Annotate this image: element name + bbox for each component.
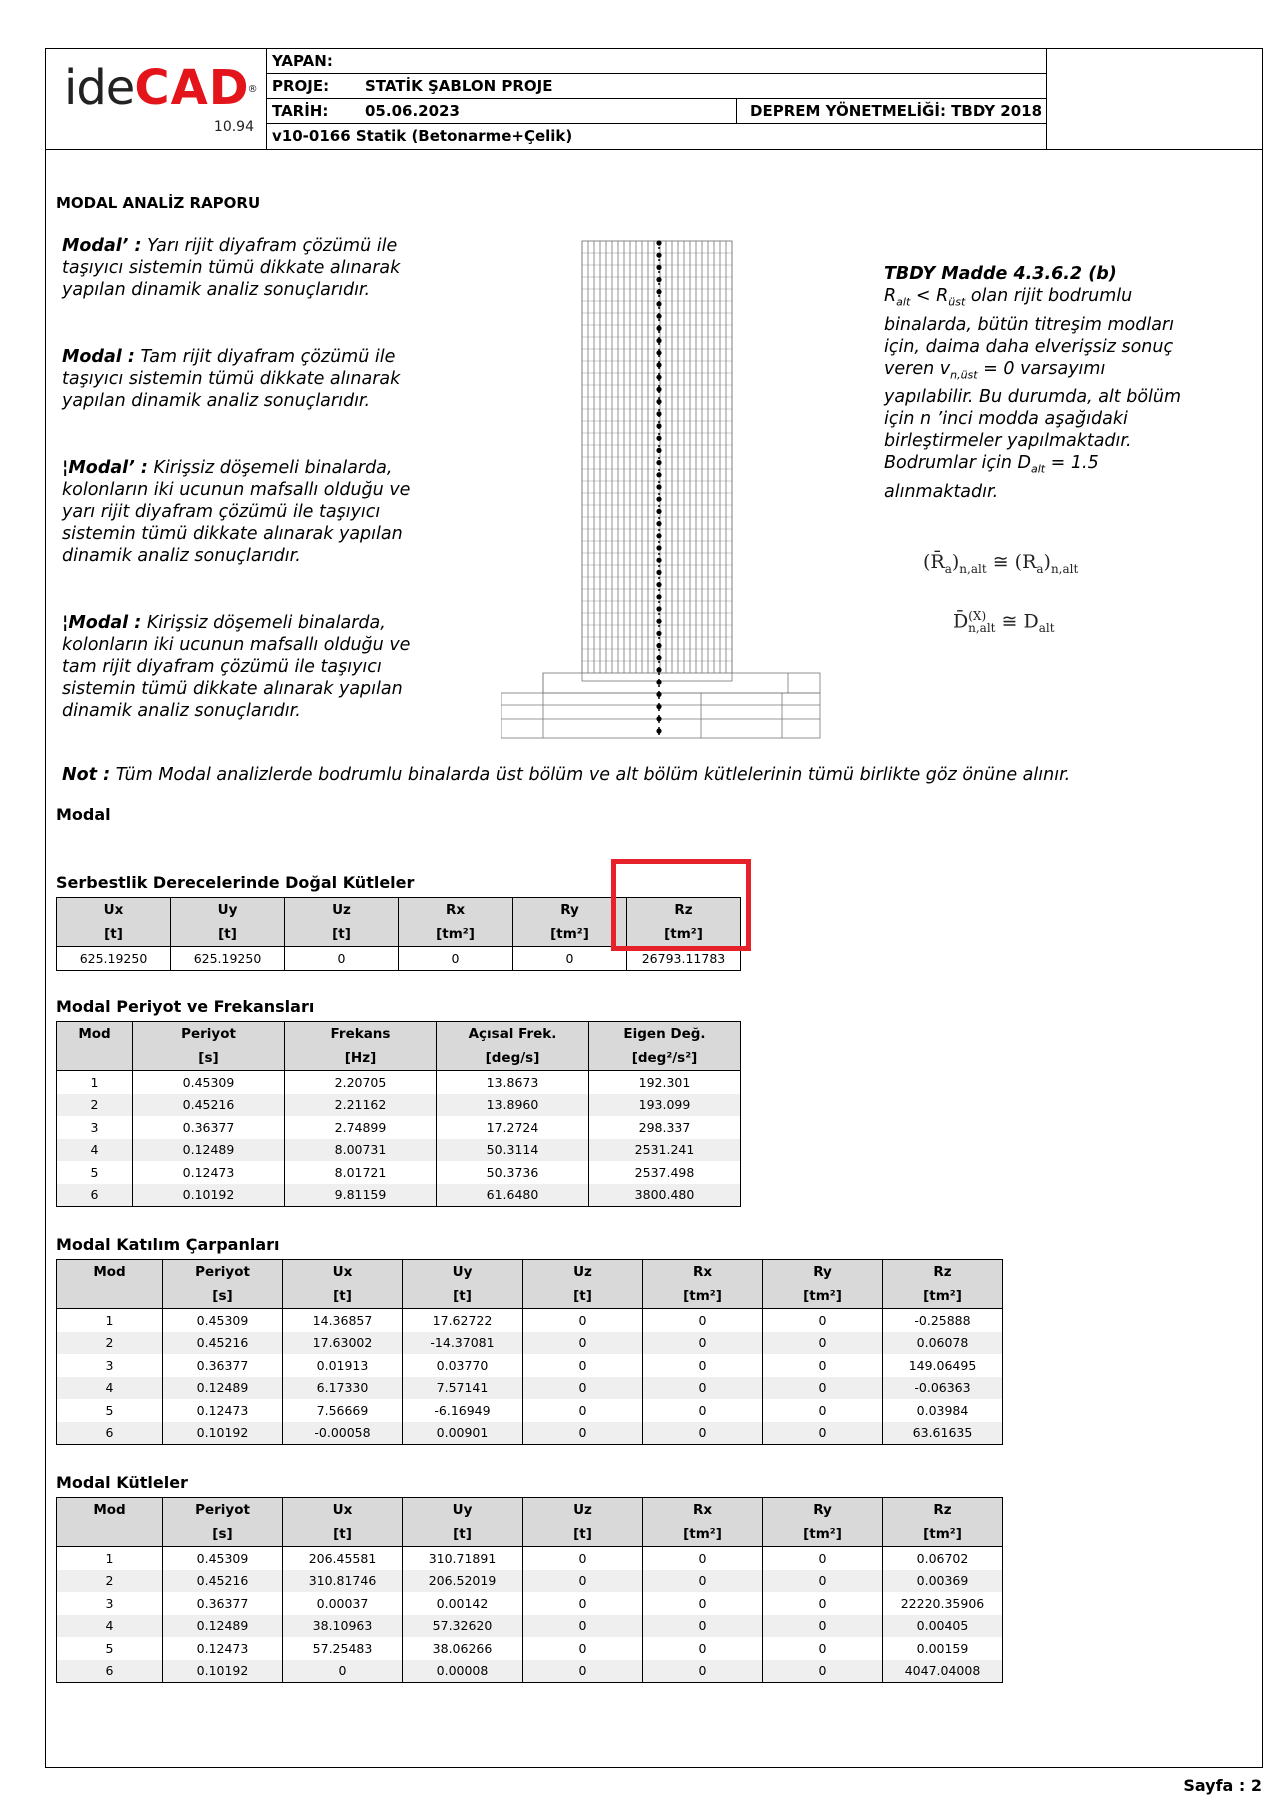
- table-row: [57, 1637, 1003, 1660]
- katilim-table: [56, 1259, 1003, 1445]
- table-row: [57, 1184, 741, 1207]
- page-number: Sayfa : 2: [1183, 1776, 1262, 1795]
- report-page: [45, 48, 1263, 1768]
- table-cell: 8.00731: [285, 1139, 437, 1162]
- proje-label: PROJE:: [272, 77, 330, 95]
- table-cell: 0.36377: [133, 1116, 285, 1139]
- katilim-title: Modal Katılım Çarpanları: [56, 1235, 280, 1254]
- table-cell: 0.45216: [163, 1570, 283, 1593]
- table-cell: 0.45309: [163, 1547, 283, 1570]
- col-header: Rx: [643, 1260, 763, 1285]
- col-unit: [s]: [163, 1522, 283, 1547]
- table-cell: 0.12473: [133, 1161, 285, 1184]
- table-cell: 625.19250: [57, 947, 171, 971]
- table-cell: 0.06078: [883, 1332, 1003, 1355]
- table-cell: 0: [643, 1309, 763, 1332]
- table-row: [57, 1422, 1003, 1445]
- mass-center-dot: [656, 509, 661, 514]
- table-cell: 2.20705: [285, 1071, 437, 1094]
- col-header: Mod: [57, 1022, 133, 1047]
- table-cell: 310.71891: [403, 1547, 523, 1570]
- table-cell: 0: [285, 947, 399, 971]
- table-cell: 0: [763, 1377, 883, 1400]
- mass-center-dot: [656, 631, 661, 636]
- table-cell: 4047.04008: [883, 1660, 1003, 1683]
- yapan-row: [266, 49, 1046, 74]
- logo-registered-mark: ®: [247, 84, 258, 95]
- program-row: [266, 124, 1046, 148]
- col-header: Uz: [523, 1260, 643, 1285]
- col-unit: [tm²]: [763, 1284, 883, 1309]
- mass-center-dot: [656, 301, 661, 306]
- col-unit: [t]: [403, 1284, 523, 1309]
- mass-center-dot: [656, 558, 661, 563]
- col-unit: [t]: [523, 1284, 643, 1309]
- mass-center-dot: [656, 253, 661, 258]
- col-unit: [tm²]: [399, 922, 513, 947]
- table-cell: 0.12489: [163, 1377, 283, 1400]
- col-unit: [tm²]: [627, 922, 741, 947]
- table-cell: 3: [57, 1116, 133, 1139]
- table-row: [57, 1615, 1003, 1638]
- col-header: Mod: [57, 1498, 163, 1523]
- table-row: [57, 1377, 1003, 1400]
- table-cell: 0.10192: [133, 1184, 285, 1207]
- table-cell: 0.12489: [163, 1615, 283, 1638]
- col-unit: [t]: [283, 1284, 403, 1309]
- col-unit: [tm²]: [513, 922, 627, 947]
- table-cell: 17.2724: [437, 1116, 589, 1139]
- table-cell: -0.06363: [883, 1377, 1003, 1400]
- formula-d-alt: D̄$^{(X)}_{n,alt}$ ≅ $D_{alt}$: [953, 609, 1055, 636]
- mass-center-dot: [656, 643, 661, 648]
- table-cell: 14.36857: [283, 1309, 403, 1332]
- tarih-row: [266, 99, 1046, 124]
- col-unit: [deg/s]: [437, 1046, 589, 1071]
- table-row: [57, 1139, 741, 1162]
- col-unit: [tm²]: [883, 1284, 1003, 1309]
- col-header: Uy: [403, 1260, 523, 1285]
- col-unit: [t]: [285, 922, 399, 947]
- mass-center-dot: [656, 289, 661, 294]
- col-unit: [t]: [523, 1522, 643, 1547]
- table-cell: 192.301: [589, 1071, 741, 1094]
- table-cell: 0: [643, 1377, 763, 1400]
- formula-r-alt: $(R̄_a)_{n,alt}$ ≅ $(R_a)_{n,alt}$: [923, 551, 1079, 576]
- table-cell: 0: [523, 1309, 643, 1332]
- mass-center-dot: [656, 277, 661, 282]
- table-cell: 0: [523, 1354, 643, 1377]
- table-cell: 0.10192: [163, 1422, 283, 1445]
- table-cell: 6: [57, 1422, 163, 1445]
- table-cell: 0: [523, 1637, 643, 1660]
- table-cell: 2: [57, 1570, 163, 1593]
- header-divider: [736, 98, 737, 123]
- mass-center-dot: [656, 594, 661, 599]
- col-unit: [s]: [163, 1284, 283, 1309]
- mass-center-dot: [656, 728, 661, 733]
- tbdy-title: TBDY Madde 4.3.6.2 (b): [884, 264, 1117, 284]
- col-unit: [tm²]: [883, 1522, 1003, 1547]
- table-cell: 1: [57, 1547, 163, 1570]
- col-header: Rz: [883, 1498, 1003, 1523]
- table-cell: 50.3736: [437, 1161, 589, 1184]
- col-header: Uy: [403, 1498, 523, 1523]
- table-cell: 1: [57, 1309, 163, 1332]
- table-row: [57, 1332, 1003, 1355]
- table-cell: 0.45309: [133, 1071, 285, 1094]
- mass-center-dot: [656, 680, 661, 685]
- table-row: [57, 1570, 1003, 1593]
- col-unit: [Hz]: [285, 1046, 437, 1071]
- table-cell: 4: [57, 1139, 133, 1162]
- table-cell: 0: [643, 1399, 763, 1422]
- note-modal-prime: Modal’ : Yarı rijit diyafram çözümü ile taşıyıcı sistemin tümü dikkate alınarak yapılan dinamik analiz sonuçlarıdır.: [62, 236, 401, 300]
- program-version: v10-0166 Statik (Betonarme+Çelik): [272, 127, 573, 145]
- report-title: MODAL ANALİZ RAPORU: [56, 194, 261, 212]
- mass-center-dot: [656, 667, 661, 672]
- table-cell: 0.10192: [163, 1660, 283, 1683]
- table-cell: 0: [763, 1309, 883, 1332]
- table-cell: 206.52019: [403, 1570, 523, 1593]
- table-cell: 0: [763, 1332, 883, 1355]
- mass-center-dot: [656, 692, 661, 697]
- mass-center-dot: [656, 448, 661, 453]
- table-cell: 38.10963: [283, 1615, 403, 1638]
- table-cell: 7.57141: [403, 1377, 523, 1400]
- table-cell: 0.45216: [163, 1332, 283, 1355]
- col-header: Periyot: [163, 1260, 283, 1285]
- table-cell: 0.01913: [283, 1354, 403, 1377]
- table-cell: 0: [763, 1422, 883, 1445]
- mass-center-dot: [656, 265, 661, 270]
- table-cell: 0: [763, 1592, 883, 1615]
- table-cell: 2531.241: [589, 1139, 741, 1162]
- table-cell: 0.00142: [403, 1592, 523, 1615]
- periyot-table: [56, 1021, 741, 1207]
- table-cell: 0: [283, 1660, 403, 1683]
- table-cell: 2: [57, 1094, 133, 1117]
- version-number: 10.94: [213, 119, 254, 135]
- col-header: Eigen Değ.: [589, 1022, 741, 1047]
- col-unit: [t]: [283, 1522, 403, 1547]
- mass-center-dot: [656, 619, 661, 624]
- table-cell: 0.12489: [133, 1139, 285, 1162]
- col-header: Periyot: [133, 1022, 285, 1047]
- table-cell: 50.3114: [437, 1139, 589, 1162]
- table-cell: 7.56669: [283, 1399, 403, 1422]
- table-cell: 0.45216: [133, 1094, 285, 1117]
- table-cell: 2.74899: [285, 1116, 437, 1139]
- table-cell: 0: [763, 1615, 883, 1638]
- col-header: Mod: [57, 1260, 163, 1285]
- mass-center-dot: [656, 484, 661, 489]
- table-cell: 5: [57, 1161, 133, 1184]
- col-header: Uy: [171, 898, 285, 923]
- mass-center-dot: [656, 460, 661, 465]
- building-model-drawing: [501, 239, 831, 744]
- mass-center-dot: [656, 582, 661, 587]
- table-cell: 0: [643, 1615, 763, 1638]
- mass-center-dot: [656, 399, 661, 404]
- table-cell: 0.36377: [163, 1354, 283, 1377]
- mass-center-dot: [656, 497, 661, 502]
- col-header: Ry: [763, 1260, 883, 1285]
- table-row: [57, 1399, 1003, 1422]
- note-modal: Modal : Tam rijit diyafram çözümü ile taşıyıcı sistemin tümü dikkate alınarak yapılan dinamik analiz sonuçlarıdır.: [62, 347, 401, 411]
- table-cell: 6: [57, 1184, 133, 1207]
- header-right-divider: [1046, 49, 1047, 149]
- table-cell: 4: [57, 1377, 163, 1400]
- table-cell: 3: [57, 1354, 163, 1377]
- table-cell: 3: [57, 1592, 163, 1615]
- table-cell: 8.01721: [285, 1161, 437, 1184]
- col-header: Ux: [57, 898, 171, 923]
- table-cell: 0.12473: [163, 1399, 283, 1422]
- table-row: [57, 1094, 741, 1117]
- table-cell: 57.25483: [283, 1637, 403, 1660]
- not-note: Not : Tüm Modal analizlerde bodrumlu binalarda üst bölüm ve alt bölüm kütlelerinin tümü birlikte göz önüne alınır.: [62, 765, 1071, 785]
- col-unit: [tm²]: [643, 1284, 763, 1309]
- table-cell: 0: [643, 1332, 763, 1355]
- col-header: Ry: [513, 898, 627, 923]
- col-unit: [s]: [133, 1046, 285, 1071]
- yapan-label: YAPAN:: [272, 52, 333, 70]
- table-cell: 0: [643, 1637, 763, 1660]
- table-cell: 0: [513, 947, 627, 971]
- table-cell: 2.21162: [285, 1094, 437, 1117]
- serbestlik-title: Serbestlik Derecelerinde Doğal Kütleler: [56, 873, 415, 892]
- table-cell: 13.8960: [437, 1094, 589, 1117]
- table-cell: 206.45581: [283, 1547, 403, 1570]
- col-unit: [t]: [171, 922, 285, 947]
- table-cell: 22220.35906: [883, 1592, 1003, 1615]
- table-row: [57, 1592, 1003, 1615]
- col-header: Rz: [883, 1260, 1003, 1285]
- table-cell: 0.45309: [163, 1309, 283, 1332]
- periyot-title: Modal Periyot ve Frekansları: [56, 997, 315, 1016]
- mass-center-dot: [656, 655, 661, 660]
- mass-center-dot: [656, 704, 661, 709]
- col-header: Açısal Frek.: [437, 1022, 589, 1047]
- col-unit: [tm²]: [643, 1522, 763, 1547]
- mass-center-dot: [656, 423, 661, 428]
- table-cell: 5: [57, 1399, 163, 1422]
- mass-center-dot: [656, 570, 661, 575]
- table-cell: 310.81746: [283, 1570, 403, 1593]
- table-cell: 0: [523, 1377, 643, 1400]
- table-cell: 0.00405: [883, 1615, 1003, 1638]
- table-cell: 0: [643, 1354, 763, 1377]
- table-cell: 0: [523, 1570, 643, 1593]
- mass-center-dot: [656, 326, 661, 331]
- kutleler-table: [56, 1497, 1003, 1683]
- table-cell: 0: [763, 1570, 883, 1593]
- table-cell: 4: [57, 1615, 163, 1638]
- tarih-label: TARİH:: [272, 102, 329, 120]
- table-cell: 193.099: [589, 1094, 741, 1117]
- table-cell: 0.36377: [163, 1592, 283, 1615]
- mass-center-dot: [656, 338, 661, 343]
- note-kirissiz-modal: ¦Modal : Kirişsiz döşemeli binalarda, kolonların iki ucunun mafsallı olduğu ve tam rijit diyafram çözümü ile taşıyıcı sistemin tümü dikkate alınarak yapılan dinamik analiz sonuçlarıdır.: [62, 613, 411, 721]
- mass-center-dot: [656, 314, 661, 319]
- proje-row: [266, 74, 1046, 99]
- table-cell: 17.63002: [283, 1332, 403, 1355]
- table-cell: 0: [523, 1615, 643, 1638]
- table-cell: 0: [523, 1332, 643, 1355]
- col-header: Ux: [283, 1260, 403, 1285]
- table-cell: 0: [763, 1354, 883, 1377]
- mass-center-dot: [656, 436, 661, 441]
- table-row: [57, 1309, 1003, 1332]
- table-row: [57, 1660, 1003, 1683]
- table-cell: 2537.498: [589, 1161, 741, 1184]
- mass-center-dot: [656, 521, 661, 526]
- col-unit: [57, 1284, 163, 1309]
- table-cell: 0: [643, 1660, 763, 1683]
- table-cell: 0.00008: [403, 1660, 523, 1683]
- table-cell: 298.337: [589, 1116, 741, 1139]
- mass-center-dot: [656, 387, 661, 392]
- col-unit: [t]: [403, 1522, 523, 1547]
- table-cell: 61.6480: [437, 1184, 589, 1207]
- table-cell: 0.00901: [403, 1422, 523, 1445]
- table-cell: 0: [643, 1422, 763, 1445]
- table-cell: 0: [523, 1399, 643, 1422]
- table-cell: 0: [399, 947, 513, 971]
- kutleler-title: Modal Kütleler: [56, 1473, 188, 1492]
- table-cell: -14.37081: [403, 1332, 523, 1355]
- col-header: Frekans: [285, 1022, 437, 1047]
- table-row: [57, 1354, 1003, 1377]
- table-cell: 625.19250: [171, 947, 285, 971]
- table-cell: 0.12473: [163, 1637, 283, 1660]
- mass-center-dot: [656, 472, 661, 477]
- tbdy-note: TBDY Madde 4.3.6.2 (b) $R_{alt} < R_{üst}$ olan rijit bodrumlu binalarda, bütün titreşim modları için, daima daha elverişsiz sonuç veren $v_{n,üst} = 0$ varsayımı yapılabilir. Bu durumda, alt bölüm için n ’inci modda aşağıdaki birleştirmeler yapılmaktadır. Bodrumlar için $D_{alt} = 1.5$ alınmaktadır.: [884, 264, 1182, 502]
- table-cell: 6: [57, 1660, 163, 1683]
- logo-cad: CAD: [134, 60, 250, 116]
- table-row: [57, 1161, 741, 1184]
- table-cell: 0.00159: [883, 1637, 1003, 1660]
- table-cell: -6.16949: [403, 1399, 523, 1422]
- col-unit: [tm²]: [763, 1522, 883, 1547]
- table-row: [57, 1116, 741, 1139]
- table-cell: -0.25888: [883, 1309, 1003, 1332]
- table-cell: 0.00037: [283, 1592, 403, 1615]
- table-cell: 0.00369: [883, 1570, 1003, 1593]
- col-unit: [57, 1046, 133, 1071]
- col-unit: [57, 1522, 163, 1547]
- mass-center-dot: [656, 350, 661, 355]
- mass-center-dot: [656, 545, 661, 550]
- table-cell: 0: [763, 1660, 883, 1683]
- table-cell: 0: [763, 1547, 883, 1570]
- col-header: Rx: [399, 898, 513, 923]
- table-cell: -0.00058: [283, 1422, 403, 1445]
- rz-highlight-box: [611, 859, 751, 951]
- logo-ide: ide: [64, 60, 135, 116]
- mass-center-dot: [656, 375, 661, 380]
- modal-heading: Modal: [56, 805, 111, 824]
- idecad-logo: [64, 60, 258, 116]
- col-header: Rz: [627, 898, 741, 923]
- mass-center-dot: [656, 411, 661, 416]
- table-cell: 0: [763, 1399, 883, 1422]
- mass-center-dot: [656, 716, 661, 721]
- table-cell: 13.8673: [437, 1071, 589, 1094]
- mass-center-dot: [656, 362, 661, 367]
- table-cell: 0: [523, 1660, 643, 1683]
- table-cell: 17.62722: [403, 1309, 523, 1332]
- table-cell: 0: [763, 1637, 883, 1660]
- logo-cell: [46, 49, 267, 149]
- col-unit: [t]: [57, 922, 171, 947]
- table-cell: 0: [523, 1547, 643, 1570]
- table-cell: 5: [57, 1637, 163, 1660]
- table-cell: 0: [523, 1422, 643, 1445]
- mass-center-dot: [656, 240, 661, 245]
- table-cell: 1: [57, 1071, 133, 1094]
- table-cell: 57.32620: [403, 1615, 523, 1638]
- table-cell: 3800.480: [589, 1184, 741, 1207]
- table-cell: 149.06495: [883, 1354, 1003, 1377]
- table-cell: 0: [643, 1592, 763, 1615]
- col-header: Rx: [643, 1498, 763, 1523]
- note-kirissiz-modal-prime: ¦Modal’ : Kirişsiz döşemeli binalarda, kolonların iki ucunun mafsallı olduğu ve yarı rijit diyafram çözümü ile taşıyıcı sistemin tümü dikkate alınarak yapılan dinamik analiz sonuçlarıdır.: [62, 458, 411, 566]
- table-row: [57, 1547, 1003, 1570]
- table-cell: 0: [643, 1570, 763, 1593]
- mass-center-dot: [656, 606, 661, 611]
- col-header: Ux: [283, 1498, 403, 1523]
- deprem-yonetmeligi: DEPREM YÖNETMELİĞİ: TBDY 2018: [750, 102, 1043, 120]
- table-cell: 9.81159: [285, 1184, 437, 1207]
- proje-value: STATİK ŞABLON PROJE: [365, 77, 553, 95]
- mass-center-dot: [656, 533, 661, 538]
- table-cell: 0: [523, 1592, 643, 1615]
- col-header: Ry: [763, 1498, 883, 1523]
- table-cell: 0.06702: [883, 1547, 1003, 1570]
- table-cell: 38.06266: [403, 1637, 523, 1660]
- col-header: Uz: [523, 1498, 643, 1523]
- table-cell: 0: [643, 1547, 763, 1570]
- table-cell: 0.03770: [403, 1354, 523, 1377]
- table-cell: 6.17330: [283, 1377, 403, 1400]
- table-row: [57, 1071, 741, 1094]
- table-cell: 2: [57, 1332, 163, 1355]
- col-header: Periyot: [163, 1498, 283, 1523]
- table-cell: 26793.11783: [627, 947, 741, 971]
- tarih-value: 05.06.2023: [365, 102, 460, 120]
- report-header: [46, 49, 1262, 150]
- table-cell: 63.61635: [883, 1422, 1003, 1445]
- table-cell: 0.03984: [883, 1399, 1003, 1422]
- col-unit: [deg²/s²]: [589, 1046, 741, 1071]
- col-header: Uz: [285, 898, 399, 923]
